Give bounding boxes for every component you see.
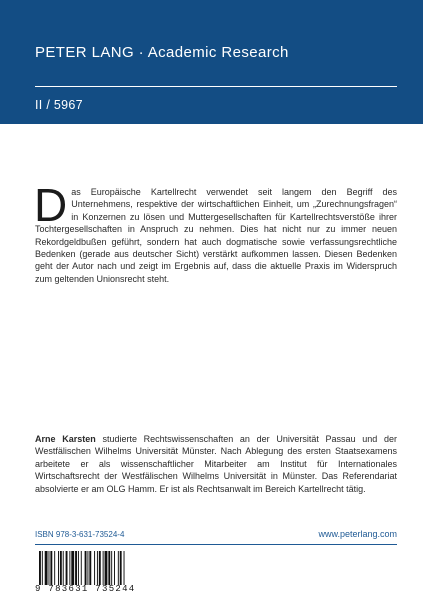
barcode-bar: [42, 551, 43, 585]
barcode-bar: [49, 551, 50, 585]
series-number: II / 5967: [35, 98, 83, 112]
barcode-bar: [69, 551, 70, 585]
barcode-bars: [35, 551, 153, 585]
barcode-bar: [63, 551, 64, 585]
author-bio-text: studierte Rechtswissenschaften an der Universität Passau und der Westfälischen Wilhelms Universität Münster. Nach Ablegung des ersten Staatsexamens arbeitete er als wissenschaftlicher Mitarbeiter am Institut für Internationales Wirtschaftsrecht der Westfälischen Wilhelms Universität in Münster. Das Referendariat absolvierte er am OLG Hamm. Er ist als Rechtsanwalt im Bereich Kartellrecht tätig.: [35, 434, 397, 494]
barcode-bar: [78, 551, 79, 585]
barcode-bar: [105, 551, 108, 585]
abstract: [34, 179, 397, 285]
barcode-bar: [66, 551, 68, 585]
barcode-bar: [89, 551, 91, 585]
author-bio: [35, 433, 397, 495]
barcode-bar: [108, 551, 110, 585]
author-name: Arne Karsten: [35, 434, 96, 444]
drop-cap: D: [34, 179, 68, 231]
barcode-bar: [99, 551, 101, 585]
isbn: ISBN 978-3-631-73524-4: [35, 530, 125, 539]
barcode-bar: [39, 551, 41, 585]
barcode-bar: [85, 551, 87, 585]
barcode-bar: [58, 551, 59, 585]
barcode-bar: [103, 551, 104, 585]
footer-rule: [35, 544, 397, 545]
barcode-bar: [50, 551, 52, 585]
barcode-bar: [45, 551, 48, 585]
barcode-bar: [60, 551, 62, 585]
barcode-bar: [111, 551, 112, 585]
barcode-bar: [97, 551, 98, 585]
barcode-bar: [71, 551, 74, 585]
barcode-bar: [75, 551, 77, 585]
barcode-bar: [124, 551, 125, 585]
barcode-bar: [118, 551, 119, 585]
barcode-bar: [81, 551, 82, 585]
barcode-bar: [120, 551, 122, 585]
publisher-url[interactable]: www.peterlang.com: [318, 529, 397, 539]
barcode-bar: [94, 551, 95, 585]
header-rule: [35, 86, 397, 87]
header-band: [0, 0, 423, 124]
publisher-line: PETER LANG · Academic Research: [35, 44, 289, 61]
barcode-bar: [87, 551, 88, 585]
barcode-bar: [54, 551, 55, 585]
barcode-bar: [114, 551, 115, 585]
barcode-digits: 9 783631 735244: [35, 584, 136, 594]
abstract-text: as Europäische Kartellrecht verwendet seit langem den Begriff des Unternehmens, respektive der wirtschaftlichen Einheit, um „Zurechnungsfragen“ in Konzernen zu lösen und Muttergesellschaften für Kartellrechtsverstöße ihrer Tochtergesellschaften in Anspruch zu nehmen. Dies hat nicht nur zu immer neuen Rekordgeldbußen geführt, sondern hat auch dogmatische sowie verfassungsrechtliche Bedenken (gerade aus deutscher Sicht) verstärkt aufkommen lassen. Diesen Bedenken geht der Autor nach und zeigt im Ergebnis auf, dass die aktuelle Praxis im Widerspruch zum geltenden Unionsrecht steht.: [35, 187, 397, 284]
